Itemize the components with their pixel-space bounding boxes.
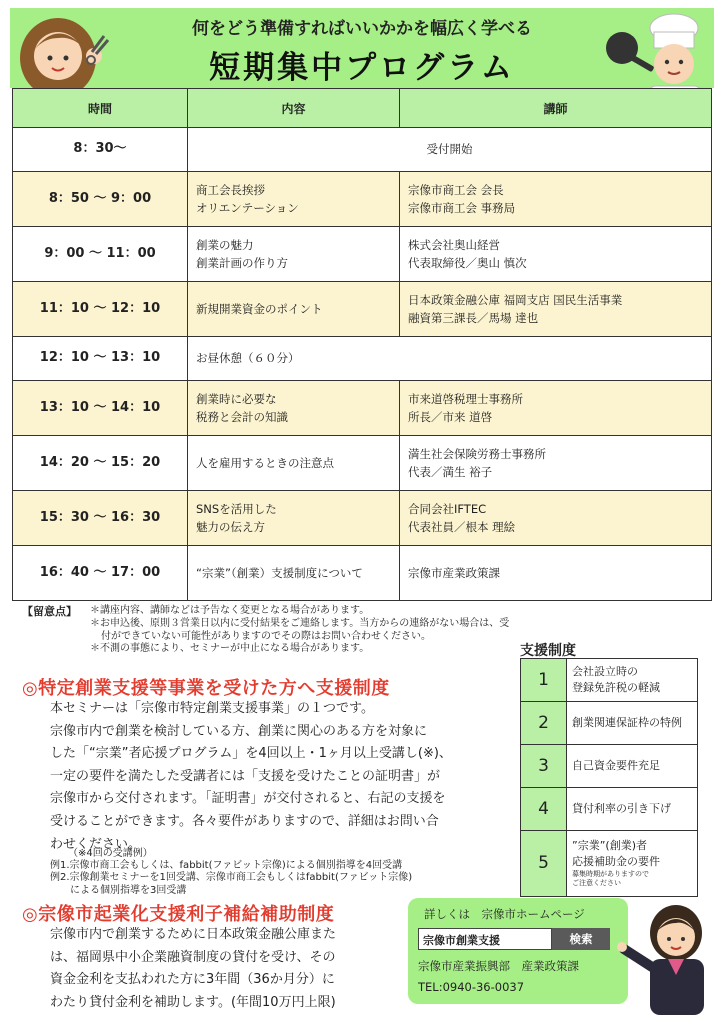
search-row — [418, 928, 618, 950]
search-input[interactable]: 宗像市創業支援 — [418, 928, 552, 950]
support-cell — [567, 831, 698, 897]
schedule-time: 15：30 〜 16：30 — [13, 491, 188, 546]
guide-woman-illustration — [616, 895, 716, 1015]
schedule-table — [12, 88, 712, 601]
schedule-lecturer: 株式会社奥山経営 代表取締役／奥山 慎次 — [400, 227, 712, 282]
schedule-row — [13, 282, 712, 337]
section2-body — [50, 924, 410, 1014]
schedule-body — [13, 128, 712, 601]
header-subtitle: 何をどう準備すればいいかかを幅広く学べる — [192, 19, 532, 39]
more-info-text: 詳しくは 宗像市ホームページ — [424, 907, 585, 921]
schedule-content: お昼休憩（６０分） — [188, 337, 712, 381]
support-row — [521, 702, 698, 745]
schedule-time: 13：10 〜 14：10 — [13, 381, 188, 436]
schedule-content: 受付開始 — [188, 128, 712, 172]
section1-line: 本セミナーは「宗像市特定創業支援事業」の１つです。 — [50, 701, 374, 716]
support-number: 4 — [521, 788, 567, 831]
schedule-content: 新規開業資金のポイント — [188, 282, 400, 337]
schedule-row — [13, 227, 712, 282]
support-number: 3 — [521, 745, 567, 788]
support-row — [521, 659, 698, 702]
schedule-row — [13, 546, 712, 601]
search-button[interactable]: 検索 — [552, 928, 610, 950]
info-box — [408, 898, 628, 1004]
section1-line: 一定の要件を満たした受講者には「支援を受けたことの証明書」が — [50, 768, 441, 784]
support-table — [520, 658, 698, 897]
support-text: 創業関連保証枠の特例 — [572, 716, 682, 730]
schedule-row — [13, 172, 712, 227]
support-text: 自己資金要件充足 — [572, 759, 660, 773]
schedule-lecturer: 宗像市商工会 会長 宗像市商工会 事務局 — [400, 172, 712, 227]
section1-examples — [50, 848, 520, 897]
section2-line: 宗像市内で創業するために日本政策金融公庫また — [50, 927, 337, 942]
example-line: による個別指導を3回受講 — [50, 884, 187, 896]
note-item: ＊不測の事態により、セミナーが中止になる場合があります。 — [90, 643, 370, 655]
notes-label: 【留意点】 — [22, 605, 77, 618]
section2-line: わたり貸付金利を補助します。(年間10万円上限) — [50, 994, 336, 1010]
support-text: 会社設立時の 登録免許税の軽減 — [572, 665, 660, 694]
support-row — [521, 745, 698, 788]
support-row — [521, 788, 698, 831]
section1-body — [50, 698, 520, 856]
section1-line: 宗像市から交付されます。「証明書」が交付されると、右記の支援を — [50, 791, 446, 807]
schedule-lecturer: 満生社会保険労務士事務所 代表／満生 裕子 — [400, 436, 712, 491]
note-item: ＊講座内容、講師などは予告なく変更となる場合があります。 — [90, 605, 370, 616]
support-cell — [567, 659, 698, 702]
schedule-time: 12：10 〜 13：10 — [13, 337, 188, 381]
support-text: 貸付利率の引き下げ — [572, 802, 671, 816]
schedule-content: 創業時に必要な 税務と会計の知識 — [188, 381, 400, 436]
schedule-time: 16：40 〜 17：00 — [13, 546, 188, 601]
schedule-row — [13, 436, 712, 491]
support-number: 1 — [521, 659, 567, 702]
schedule-content: 人を雇用するときの注意点 — [188, 436, 400, 491]
schedule-content: 創業の魅力 創業計画の作り方 — [188, 227, 400, 282]
section1-line: 受けることができます。各々要件がありますので、詳細はお問い合 — [50, 814, 439, 830]
schedule-content: SNSを活用した 魅力の伝え方 — [188, 491, 400, 546]
header-lecturer: 講師 — [400, 89, 712, 128]
section2-line: は、福岡県中小企業融資制度の貸付を受け、その — [50, 949, 336, 965]
section1-line: した「“宗業”者応援プログラム」を4回以上・1ヶ月以上受講し(※)、 — [50, 746, 452, 762]
schedule-time: 8：30〜 — [13, 128, 188, 172]
schedule-time: 11：10 〜 12：10 — [13, 282, 188, 337]
schedule-row — [13, 381, 712, 436]
schedule-row — [13, 128, 712, 172]
schedule-row — [13, 491, 712, 546]
schedule-lecturer: 日本政策金融公庫 福岡支店 国民生活事業 融資第三課長／馬場 達也 — [400, 282, 712, 337]
schedule-lecturer: 宗像市産業政策課 — [400, 546, 712, 601]
schedule-lecturer: 市来道啓税理士事務所 所長／市来 道啓 — [400, 381, 712, 436]
example-line: 例1.宗像市商工会もしくは、fabbit(ファビット宗像)による個別指導を4回受講 — [50, 860, 403, 872]
header-time: 時間 — [13, 89, 188, 128]
section2-line: 資金金利を支払われた方に3年間（36か月分）に — [50, 972, 335, 988]
telephone-number: TEL:0940-36-0037 — [418, 980, 525, 994]
schedule-content: “宗業”（創業）支援制度について — [188, 546, 400, 601]
support-cell — [567, 702, 698, 745]
note-item: ＊お申込後、原則３営業日以内に受付結果をご連絡します。当方からの連絡がない場合は、受付ができていない可能性がありますのでその際はお問い合わせください。 — [90, 617, 510, 642]
support-cell — [567, 788, 698, 831]
schedule-time: 8：50 〜 9：00 — [13, 172, 188, 227]
schedule-time: 9：00 〜 11：00 — [13, 227, 188, 282]
section1-title: ◎特定創業支援等事業を受けた方へ支援制度 — [22, 678, 390, 699]
support-row — [521, 831, 698, 897]
section1-line: 宗像市内で創業を検討している方、創業に関心のある方を対象に — [50, 723, 428, 739]
example-line: 例2.宗像創業セミナーを1回受講、宗像市商工会もしくはfabbit(ファビット宗像) — [50, 872, 413, 884]
header-title: 短期集中プログラム — [209, 50, 515, 86]
support-number: 2 — [521, 702, 567, 745]
schedule-content: 商工会長挨拶 オリエンテーション — [188, 172, 400, 227]
section2-title: ◎宗像市起業化支援利子補給補助制度 — [22, 904, 335, 925]
schedule-lecturer: 合同会社IFTEC 代表社員／根本 理絵 — [400, 491, 712, 546]
support-cell — [567, 745, 698, 788]
header-content: 内容 — [188, 89, 400, 128]
schedule-row — [13, 337, 712, 381]
support-note: 募集時期がありますので ご注意ください — [572, 870, 649, 888]
department-name: 宗像市産業振興部 産業政策課 — [418, 959, 579, 973]
support-title: 支援制度 — [520, 643, 576, 659]
example-line: （※4回の受講例） — [68, 848, 153, 859]
section1-line: わせください。 — [50, 836, 142, 852]
support-number: 5 — [521, 831, 567, 897]
schedule-time: 14：20 〜 15：20 — [13, 436, 188, 491]
notes — [22, 605, 512, 656]
support-text: ”宗業”(創業)者 応援補助金の要件 — [572, 839, 660, 869]
